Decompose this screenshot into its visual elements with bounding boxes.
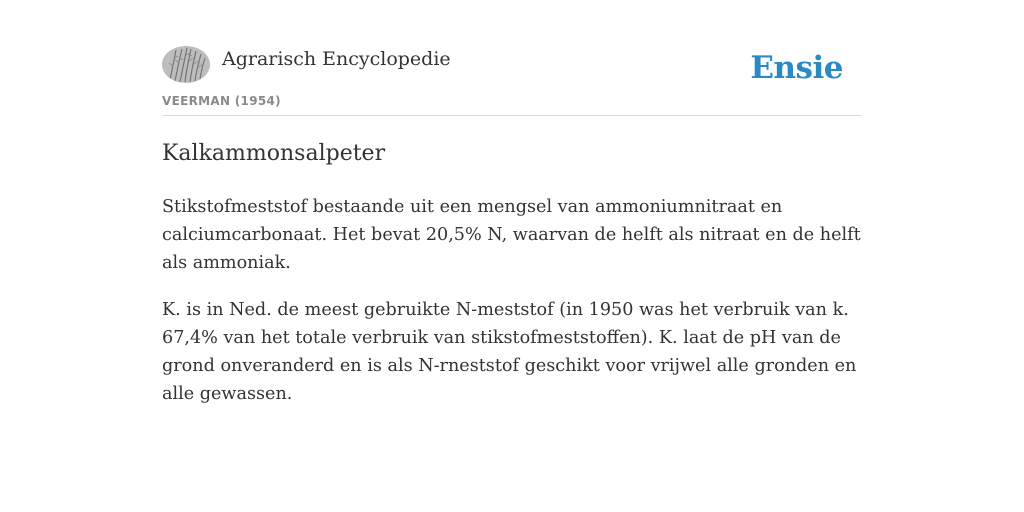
article-paragraph: Stikstofmeststof bestaande uit een mengsel van ammoniumnitraat en calciumcarbonaat. Het bevat 20,5% N, waarvan de helft als nitraat en de helft als ammoniak.	[162, 197, 861, 273]
header	[162, 0, 862, 116]
wheat-thumbnail-icon	[162, 46, 210, 83]
article-body	[162, 193, 862, 427]
article-title: Kalkammonsalpeter	[162, 141, 386, 166]
source-title[interactable]: Agrarisch Encyclopedie	[222, 47, 451, 70]
edition-label: VEERMAN (1954)	[162, 94, 281, 108]
article-paragraph: K. is in Ned. de meest gebruikte N-meststof (in 1950 was het verbruik van k. 67,4% van het totale verbruik van stikstofmeststoffen). K. laat de pH van de grond onveranderd en is als N-rneststof geschikt voor vrijwel alle gronden en alle gewassen.	[162, 300, 857, 404]
page	[162, 0, 862, 404]
source-row[interactable]	[162, 46, 451, 83]
ensie-logo[interactable]: Ensie	[750, 50, 843, 86]
